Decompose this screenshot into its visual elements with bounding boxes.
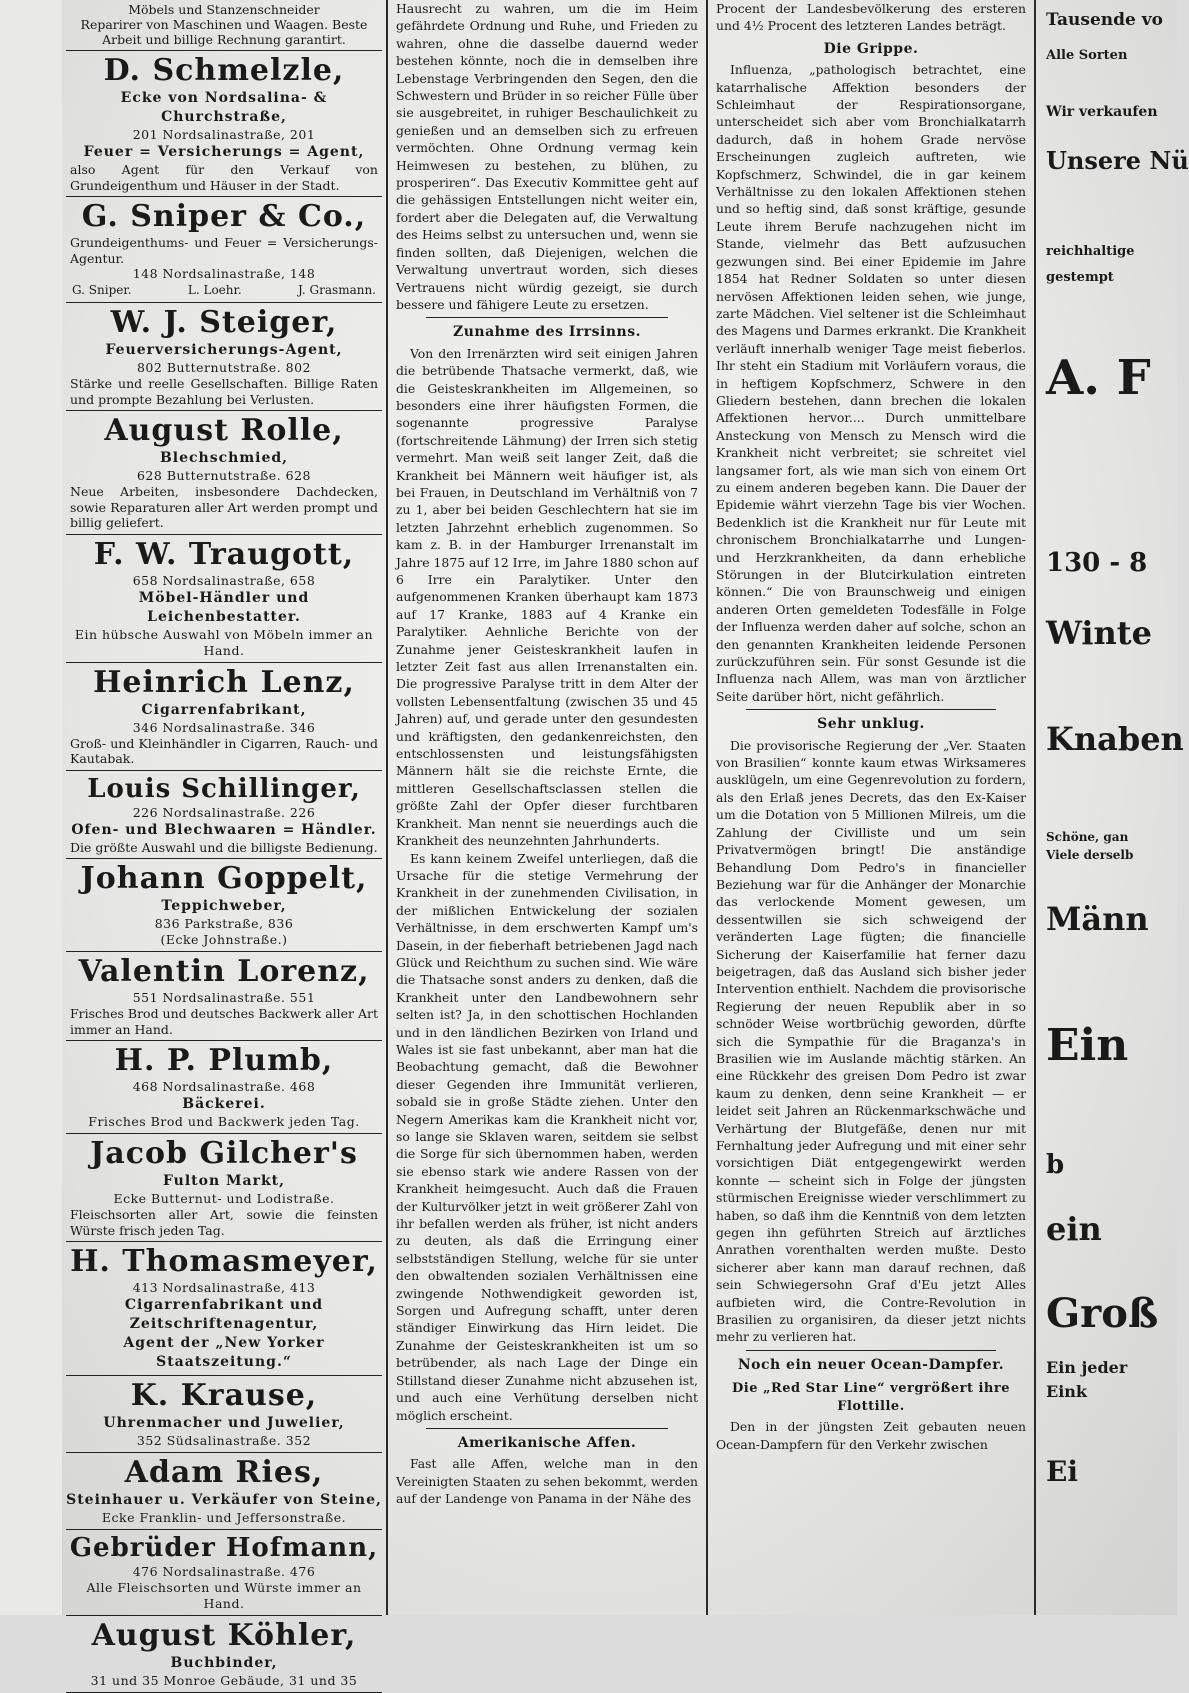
ad-text: Ecke von Nordsalina- & Churchstraße, xyxy=(120,90,328,125)
ad-text: Blechschmied, xyxy=(159,450,289,467)
column-rule xyxy=(706,0,708,1615)
ad-name: Jacob Gilcher's xyxy=(90,1136,358,1172)
ad-fragment: gestempt xyxy=(1046,270,1114,285)
ad-text: Ecke Franklin- und Jeffersonstraße. xyxy=(101,1510,347,1526)
ad-fragment-top xyxy=(66,0,382,51)
ad-name: H. P. Plumb, xyxy=(114,1043,334,1079)
advertisement xyxy=(66,1530,382,1616)
ad-text: Feuerversicherungs-Agent, xyxy=(105,342,343,359)
ad-text: 468 Nordsalinastraße. 468 xyxy=(132,1079,316,1095)
advertisement xyxy=(66,1616,382,1693)
ad-name: D. Schmelzle, xyxy=(103,53,345,88)
ad-text: Alle Fleischsorten und Würste immer an Hand. xyxy=(86,1580,362,1612)
column-rule xyxy=(386,0,388,1615)
ad-text: Neue Arbeiten, insbesondere Dachdecken, sowie Reparaturen aller Art werden prompt und billig geliefert. xyxy=(70,484,378,531)
ad-text: Stärke und reelle Gesellschaften. Billige Raten und prompte Bezahlung bei Verlusten. xyxy=(70,376,378,407)
ad-text: 658 Nordsalinastraße, 658 xyxy=(132,572,316,588)
advertisement xyxy=(66,1242,382,1376)
ad-text: 628 Butternutstraße. 628 xyxy=(136,468,312,484)
article-text: Fast alle Affen, welche man in den Vereinigten Staaten zu sehen bekommt, werden auf der Landenge von Panama in der Nähe des xyxy=(396,1456,699,1507)
ad-text: Teppichweber, xyxy=(161,898,287,915)
ad-partner-name: L. Loehr. xyxy=(187,283,242,297)
ad-text: Frisches Brod und Backwerk jeden Tag. xyxy=(88,1114,360,1130)
article-heading: Noch ein neuer Ocean-Dampfer. xyxy=(737,1356,1005,1373)
ad-fragment: Ein xyxy=(1046,1020,1129,1071)
ad-name: Heinrich Lenz, xyxy=(93,664,355,700)
ad-text: 148 Nordsalinastraße, 148 xyxy=(132,266,316,281)
ad-name: Louis Schillinger, xyxy=(87,773,361,804)
advertisement xyxy=(66,771,382,860)
article-text: Von den Irrenärzten wird seit einigen Jahren die betrübende Thatsache vermerkt, daß, wie die Geisteskrankheiten im Allgemeinen, so besonders eine ihrer häufigsten Formen, die sogenannte progressive Paralyse (fortschreitende Lähmung) der Irren sich stetig vermehrt. Man weiß seit langer Zeit, daß die Krankheit bei Männern weit häufiger ist, als bei Frauen, in Deutschland im Verhältniß von 7 zu 1, aber bei beiden Geschlechtern hat sie im letzten Jahrzehnt erheblich zugenommen. So kam z. B. in der Hamburger Irrenanstalt im Jahre 1875 auf 12 Irre, im Jahre 1880 schon auf 6 Irre ein Paralytiker. Unter den aufgenommenen Kranken überhaupt kam 1873 auf 17 Kranke, 1883 auf 4 Kranke ein Paralytiker. Aehnliche Berichte von der Zunahme jener Geisteskrankheit laufen in letzter Zeit fast aus allen Irrenanstalten ein. Die progressive Paralyse tritt in dem Alter der vollsten Lebensentfaltung (zwischen 35 und 45 Jahren) auf, und gerade unter den gesundesten und kräftigsten, den gedankenreichsten, den entschlossensten und leistungsfähigsten Männern hält sie die reichste Ernte, die mittleren Gesellschaftsclassen stellen die größte Zahl der Opfer dieser furchtbaren Krankheit. Man nennt sie neuerdings auch die Krankheit des neunzehnten Jahrhunderts. xyxy=(396,345,698,849)
article-heading: Sehr unklug. xyxy=(817,716,925,733)
article-column-2 xyxy=(396,0,698,1615)
article-text: Es kann keinem Zweifel unterliegen, daß die Ursache für die stetige Vermehrung der Krankheit in der zunehmenden Civilisation, in der mißlichen Entwickelung der sozialen Verhältnisse, in dem erschwerten Kampf um's Dasein, in der fieberhaft betriebenen Jagd nach Glück und Reichthum zu suchen sind. Wie wäre die Thatsache sonst anders zu denken, daß die Krankheit unter den Landbewohnern sehr selten ist? Ja, in den schottischen Hochlanden und in den ländlichen Bezirken von Irland und Wales ist sie fast unbekannt, aber man hat die Beobachtung gemacht, daß die Bewohner dieser Gegenden ihre Immunität verlieren, sobald sie in große Städte ziehen. Unter den Negern Amerikas kam die Krankheit nicht vor, so lange sie Sklaven waren, seitdem sie selbst die Sorge für sich übernommen haben, werden sie ebenso stark wie andere Rassen von der Krankheit heimgesucht. Auch daß die Frauen der Kulturvölker jetzt in weit größerer Zahl von ihr befallen werden als früher, ist nicht anders zu deuten, als daß die Erringung einer selbstständigen Stellung, welche für sie unter den obwaltenden sozialen Verhältnissen eine zwingende Nothwendigkeit geworden ist, Sorgen und Aufregung schafft, unter deren ständiger Einwirkung das Hirn leidet. Die Zunahme der Geisteskrankheiten ist um so betrübender, als nach Lage der Dinge ein Stillstand dieser Zunahme nicht abzusehen ist, und auch eine Verhütung derselben nicht möglich erscheint. xyxy=(396,850,698,1423)
ad-text: Uhrenmacher und Juwelier, xyxy=(103,1415,345,1432)
ad-text: Fulton Markt, xyxy=(162,1173,286,1190)
ad-text: 476 Nordsalinastraße. 476 xyxy=(132,1564,316,1580)
ad-text: Grundeigenthums- und Feuer = Versicherungs-Agentur. xyxy=(70,235,378,266)
divider xyxy=(746,1350,996,1351)
ad-fragment: Eink xyxy=(1046,1382,1087,1401)
ad-text: Agent der „New Yorker Staatszeitung.“ xyxy=(123,1335,325,1371)
ad-fragment: Männ xyxy=(1046,900,1149,938)
advertisement xyxy=(66,1453,382,1530)
ad-text: 226 Nordsalinastraße. 226 xyxy=(132,804,316,820)
advertisement xyxy=(66,535,382,663)
ads-list xyxy=(66,51,382,1693)
article-subheading: Die „Red Star Line“ vergrößert ihre Flottille. xyxy=(732,1381,1010,1414)
article-text: Die provisorische Regierung der „Ver. Staaten von Brasilien“ konnte kaum etwas Wirksameres ausklügeln, um eine Gegenrevolution zu fordern, als den Erlaß jenes Decrets, das den Ex-Kaiser um die Dotation von 5 Millionen Milreis, um die Zahlung der Civilliste und um sein Privatvermögen bringt! Die anständige Behandlung Dom Pedro's in financieller Beziehung war für die Anhänger der Monarchie das verlockende Moment gewesen, um dessentwillen sie sich schweigend der veränderten Lage fügten; die financielle Sicherung der Kaiserfamilie hat ferner dazu beigetragen, daß das Ausland sich bisher jeder Intervention enthielt. Nachdem die provisorische Regierung der neuen Republik aber in so schnöder Weise wortbrüchig geworden, dürfte sich die Sympathie für die Braganza's in Brasilien wie im Auslande mächtig stärken. An eine Rückkehr des greisen Dom Pedro ist zwar kaum zu denken, denn seine Krankheit — er leidet seit Jahren an Rückenmarkschwäche und Verhärtung der Blutgefäße, denen nur mit Fernhaltung jeder Aufregung und mit einer sehr vorsichtigen Diät entgegengewirkt werden konnte — scheint sich in Folge der jüngsten stürmischen Ereignisse wieder verschlimmert zu haben, so daß ihm die Kenntniß von dem letzten gegen ihn geführten Streich auf ärztliches Anrathen vorenthalten werden mußte. Desto sicherer aber kann man darauf rechnen, daß sein Schwiegersohn Graf d'Eu jetzt Alles aufbieten wird, die Contre-Revolution in Brasilien zu organisiren, da dieser jetzt nichts mehr zu verlieren hat. xyxy=(716,737,1026,1345)
ad-text: Fleischsorten aller Art, sowie die feinsten Würste frisch jeden Tag. xyxy=(70,1207,378,1238)
article-heading: Die Grippe. xyxy=(823,40,919,57)
advertisement xyxy=(66,51,382,197)
divider xyxy=(426,317,668,318)
advertisement xyxy=(66,197,382,303)
divider xyxy=(426,1428,668,1429)
ad-text: Bäckerei. xyxy=(182,1096,266,1113)
ad-fragment: Winte xyxy=(1046,614,1152,652)
advertisement xyxy=(66,1041,382,1134)
ad-name: August Rolle, xyxy=(104,413,344,449)
article-column-3 xyxy=(716,0,1026,1615)
ad-name: H. Thomasmeyer, xyxy=(70,1244,378,1280)
ad-text: Buchbinder, xyxy=(170,1655,278,1672)
ad-text: (Ecke Johnstraße.) xyxy=(160,932,288,948)
ad-name: G. Sniper & Co., xyxy=(81,199,367,234)
article-heading: Amerikanische Affen. xyxy=(457,1434,637,1451)
ad-fragment: Knaben xyxy=(1046,720,1184,758)
advertisement xyxy=(66,1376,382,1453)
ad-fragment: Tausende vo xyxy=(1046,10,1163,30)
article-heading: Zunahme des Irrsinns. xyxy=(453,324,641,341)
ad-fragment: Groß xyxy=(1046,1290,1159,1337)
ad-text: 551 Nordsalinastraße. 551 xyxy=(132,990,316,1006)
ad-text: Groß- und Kleinhändler in Cigarren, Rauch- und Kautabak. xyxy=(70,735,378,767)
article-text: Procent der Landesbevölkerung des ersteren und 4½ Procent des letzteren Landes beträgt. xyxy=(716,1,1026,34)
ad-fragment: Schöne, gan xyxy=(1046,830,1129,844)
ads-column xyxy=(66,0,382,1689)
article-text: Den in der jüngsten Zeit gebauten neuen Ocean-Dampfern für den Verkehr zwischen xyxy=(716,1419,1026,1452)
left-margin xyxy=(0,0,62,1615)
advertisement xyxy=(66,952,382,1041)
ad-name: Gebrüder Hofmann, xyxy=(69,1533,379,1564)
ad-partner-name: J. Grasmann. xyxy=(298,283,376,297)
ad-fragment: Ei xyxy=(1046,1455,1078,1488)
ad-text: Ein hübsche Auswahl von Möbeln immer an Hand. xyxy=(74,626,374,658)
ad-fragment: 130 - 8 xyxy=(1046,548,1148,578)
ad-text: Ecke Butternut- und Lodistraße. xyxy=(113,1191,335,1207)
ad-partner-name: G. Sniper. xyxy=(72,283,132,297)
ad-fragment: ein xyxy=(1046,1210,1102,1248)
ad-text: 802 Butternutstraße. 802 xyxy=(136,360,312,376)
ad-text: Die größte Auswahl und die billigste Bedienung. xyxy=(70,839,378,855)
ad-text: 201 Nordsalinastraße, 201 xyxy=(132,127,316,142)
article-text: Hausrecht zu wahren, um die im Heim gefährdete Ordnung und Ruhe, und Frieden zu wahren, ohne die dasselbe dauernd weder bestehen könnte, noch die in demselben ihre Lebenstage Verbringenden den Segen, den die Schwestern und Brüder in so reicher Fülle über sie ausgebreitet, in ruhiger Beschaulichkeit zu genießen und an demselben sich zu erfreuen vermöchten. Ohne Ordnung vermag kein Heimwesen zu bestehen, zu blühen, zu prosperiren“. Das Executiv Kommittee geht auf die gehässigen Entstellungen nicht weiter ein, fordert aber die Delegaten auf, die Verwaltung des Heims selbst zu untersuchen und, wenn sie finden sollten, daß Diejenigen, welchen die Verwaltung unvertraut worden, sich dieses Vertrauens nicht würdig gezeigt, sie durch bessere und fähigere Leute zu ersetzen. xyxy=(396,1,698,312)
advertisement xyxy=(66,411,382,535)
ad-fragment: Wir verkaufen xyxy=(1046,104,1158,120)
advertisement xyxy=(66,1134,382,1242)
ad-text: Arbeit und billige Rechnung garantirt. xyxy=(102,32,346,47)
ad-text: 413 Nordsalinastraße, 413 xyxy=(132,1280,316,1296)
ad-fragment: Alle Sorten xyxy=(1046,48,1128,63)
ads-column-right-partial xyxy=(1040,0,1189,1615)
ad-text: Cigarrenfabrikant, xyxy=(141,701,307,718)
ad-partner-names xyxy=(66,282,382,299)
ad-text: also Agent für den Verkauf von Grundeigenthum und Häuser in der Stadt. xyxy=(70,162,378,193)
advertisement xyxy=(66,663,382,771)
ad-text: Cigarrenfabrikant und Zeitschriftenagentur, xyxy=(124,1297,324,1333)
ad-fragment: b xyxy=(1046,1150,1065,1180)
advertisement xyxy=(66,859,382,952)
ad-name: Valentin Lorenz, xyxy=(78,954,370,990)
ad-text: Frisches Brod und deutsches Backwerk aller Art immer an Hand. xyxy=(70,1006,379,1037)
ad-text: Steinhauer u. Verkäufer von Steine, xyxy=(66,1492,382,1509)
ad-text: 346 Nordsalinastraße. 346 xyxy=(132,719,316,735)
ad-text: 31 und 35 Monroe Gebäude, 31 und 35 xyxy=(90,1673,358,1689)
ad-text: Feuer = Versicherungs = Agent, xyxy=(83,144,365,160)
ad-fragment: Ein jeder xyxy=(1046,1358,1128,1377)
ad-fragment: Viele derselb xyxy=(1046,848,1134,862)
ad-text: Möbel-Händler und Leichenbestatter. xyxy=(138,589,310,625)
ad-name: F. W. Traugott, xyxy=(93,536,355,572)
article-text: Influenza, „pathologisch betrachtet, eine katarrhalische Affektion besonders der Schleimhaut der Respirationsorgane, unterscheidet sich aber vom Bronchialkatarrh dadurch, daß in hohem Grade nervöse Erscheinungen zugleich auftreten, wie Kopfschmerz, Schwindel, die in gar keinem Verhältnisse zu den lokalen Affektionen stehen und so heftig sind, daß sonst kräftige, gesunde Leute ihrem Berufe nachzugehen nicht im Stande, vielmehr das Bett aufzusuchen gezwungen sind. Bei einer Epidemie im Jahre 1854 hat Redner Soldaten so unter diesen nervösen Affektionen leiden sehen, wie junge, zarte Mädchen. Viel seltener ist die Schleimhaut des Magens und Darmes erkrankt. Die Krankheit verläuft innerhalb weniger Tage meist fieberlos. Ihr steht ein Stadium mit Vorläufern voraus, die in heftigem Kopfschmerz, Schwere in den Gliedern bestehen, dann brechen die lokalen Affektionen hervor.... Durch unmittelbare Ansteckung von Mensch zu Mensch wird die Krankheit nicht verbreitet; sie schreitet viel langsamer fort, als wie man sich von einem Ort zu einem anderen begeben kann. Die Dauer der Epidemie währt vierzehn Tage bis vier Wochen. Bedenklich ist die Krankheit nur für Leute mit chronischem Bronchialkatarrhe und Lungen- und Herzkrankheiten, da dann erhebliche Störungen in der Blutcirkulation eintreten können.“ Die von Braunschweig und einigen anderen Orten gemeldeten Todesfälle in Folge der Influenza werden daher auf solche, schon an den genannten Krankheiten leidende Personen zurückzuführen sein. Für sonst Gesunde ist die Influenza nach Allem, was man von ärztlicher Seite darüber hört, nicht gefährlich. xyxy=(716,62,1026,704)
ad-text: 836 Parkstraße, 836 xyxy=(154,916,294,932)
ad-fragment: A. F xyxy=(1046,350,1151,406)
ad-text: Ofen- und Blechwaaren = Händler. xyxy=(71,821,377,838)
ad-text: Reparirer von Maschinen und Waagen. Beste xyxy=(80,17,368,32)
advertisement xyxy=(66,303,382,411)
ad-name: K. Krause, xyxy=(130,1378,318,1414)
ad-name: Adam Ries, xyxy=(124,1455,324,1491)
ad-fragment: Unsere Nü xyxy=(1046,146,1189,175)
ad-fragment: reichhaltige xyxy=(1046,244,1135,259)
ad-text: 352 Südsalinastraße. 352 xyxy=(136,1433,312,1449)
ad-name: W. J. Steiger, xyxy=(110,305,338,341)
column-rule xyxy=(1034,0,1036,1615)
ad-name: Johann Goppelt, xyxy=(80,861,368,897)
ad-text: Möbels und Stanzenschneider xyxy=(128,2,320,17)
divider xyxy=(746,709,996,710)
ad-name: August Köhler, xyxy=(91,1618,357,1654)
